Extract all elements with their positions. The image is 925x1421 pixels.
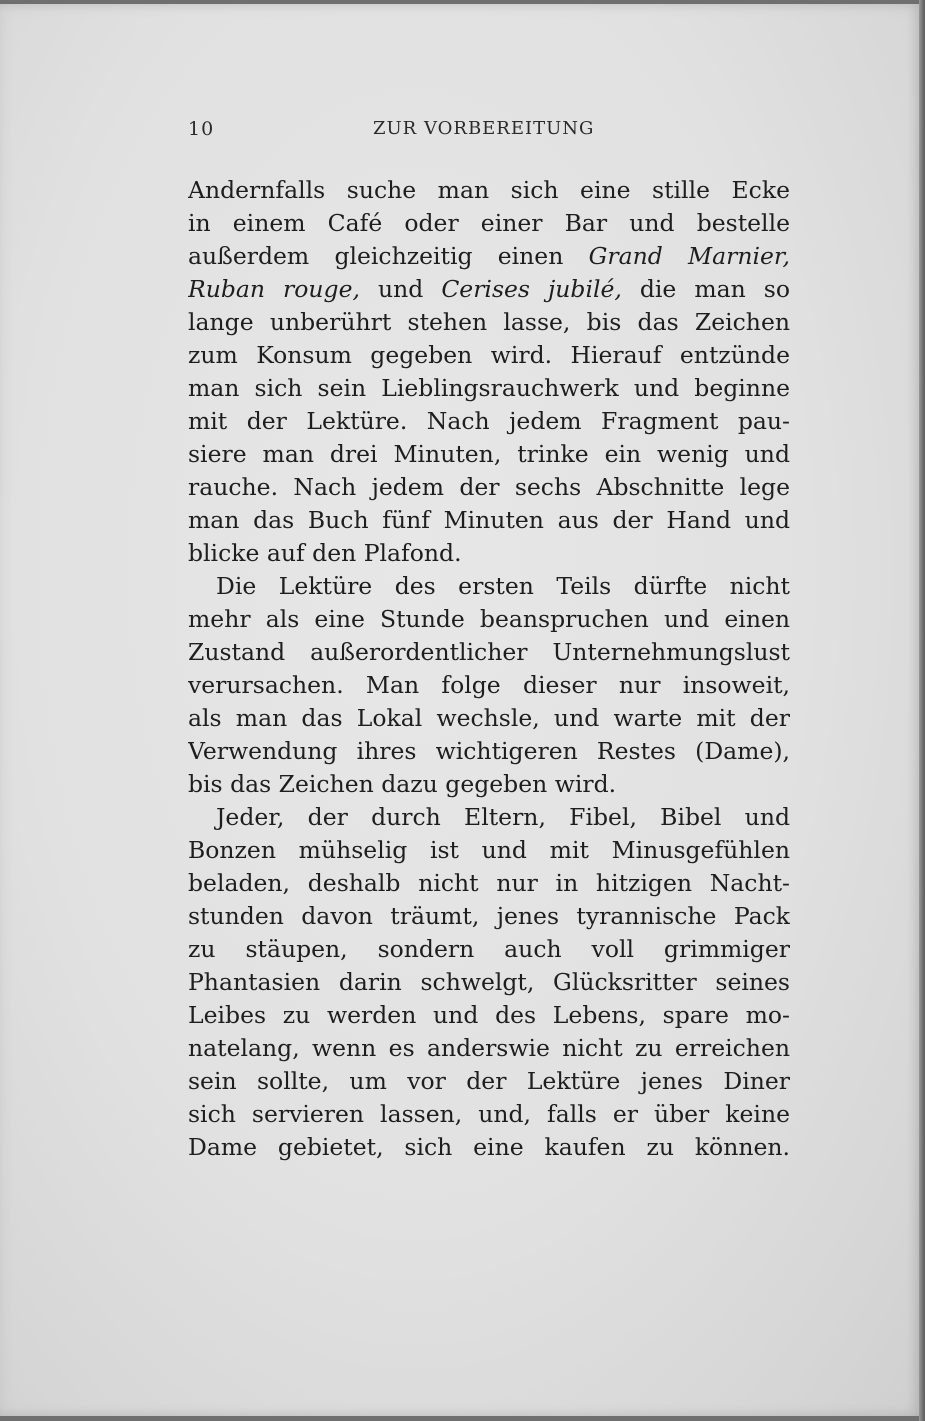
running-head: ZUR VORBEREITUNG [373,118,595,139]
text-line: lange unberührt stehen lasse, bis das Zeichen [188,308,790,336]
text-line: siere man drei Minuten, trinke ein wenig und [188,440,790,468]
text-line: Verwendung ihres wichtigeren Restes (Dame), [188,737,790,765]
page-edge-shadow [919,0,925,1421]
body-text [188,174,790,1164]
text-line: Bonzen mühselig ist und mit Minusgefühlen [188,836,790,864]
italic-term: Ruban rouge, [188,275,360,303]
text-line: beladen, deshalb nicht nur in hitzigen Nacht- [188,869,790,897]
text-fragment: außerdem gleichzeitig einen [188,242,564,270]
book-page [0,4,921,1416]
text-line: Zustand außerordentlicher Unternehmungslust [188,638,790,666]
text-line: sein sollte, um vor der Lektüre jenes Diner [188,1067,790,1095]
text-line: Dame gebietet, sich eine kaufen zu können. [188,1133,790,1161]
text-line: rauche. Nach jedem der sechs Abschnitte lege [188,473,790,501]
text-line [188,240,790,273]
text-line: Andernfalls suche man sich eine stille Ecke [188,176,790,204]
text-line: Jeder, der durch Eltern, Fibel, Bibel und [216,803,790,831]
text-line: verursachen. Man folge dieser nur insoweit, [188,671,790,699]
italic-term: Grand Marnier, [588,242,790,270]
text-line: mehr als eine Stunde beanspruchen und einen [188,605,790,633]
text-line: mit der Lektüre. Nach jedem Fragment pau- [188,407,790,435]
text-line: Die Lektüre des ersten Teils dürfte nicht [216,572,790,600]
text-line: man sich sein Lieblingsrauchwerk und beginne [188,374,790,402]
text-line: sich servieren lassen, und, falls er über keine [188,1100,790,1128]
text-line: stunden davon träumt, jenes tyrannische Pack [188,902,790,930]
text-line: Leibes zu werden und des Lebens, spare mo- [188,1001,790,1029]
text-line: zu stäupen, sondern auch voll grimmiger [188,935,790,963]
text-fragment: und [359,275,442,303]
text-line: als man das Lokal wechsle, und warte mit der [188,704,790,732]
text-line: in einem Café oder einer Bar und bestelle [188,209,790,237]
text-line: blicke auf den Plafond. [188,539,462,567]
text-line: man das Buch fünf Minuten aus der Hand und [188,506,790,534]
text-fragment: die man so [621,275,790,303]
text-line: zum Konsum gegeben wird. Hierauf entzünde [188,341,790,369]
italic-term: Cerises jubilé, [441,275,622,303]
text-line: Phantasien darin schwelgt, Glücksritter seines [188,968,790,996]
text-line: natelang, wenn es anderswie nicht zu erreichen [188,1034,790,1062]
text-line [188,273,790,306]
page-number: 10 [188,118,215,140]
page-header [188,118,788,148]
text-line: bis das Zeichen dazu gegeben wird. [188,770,617,798]
